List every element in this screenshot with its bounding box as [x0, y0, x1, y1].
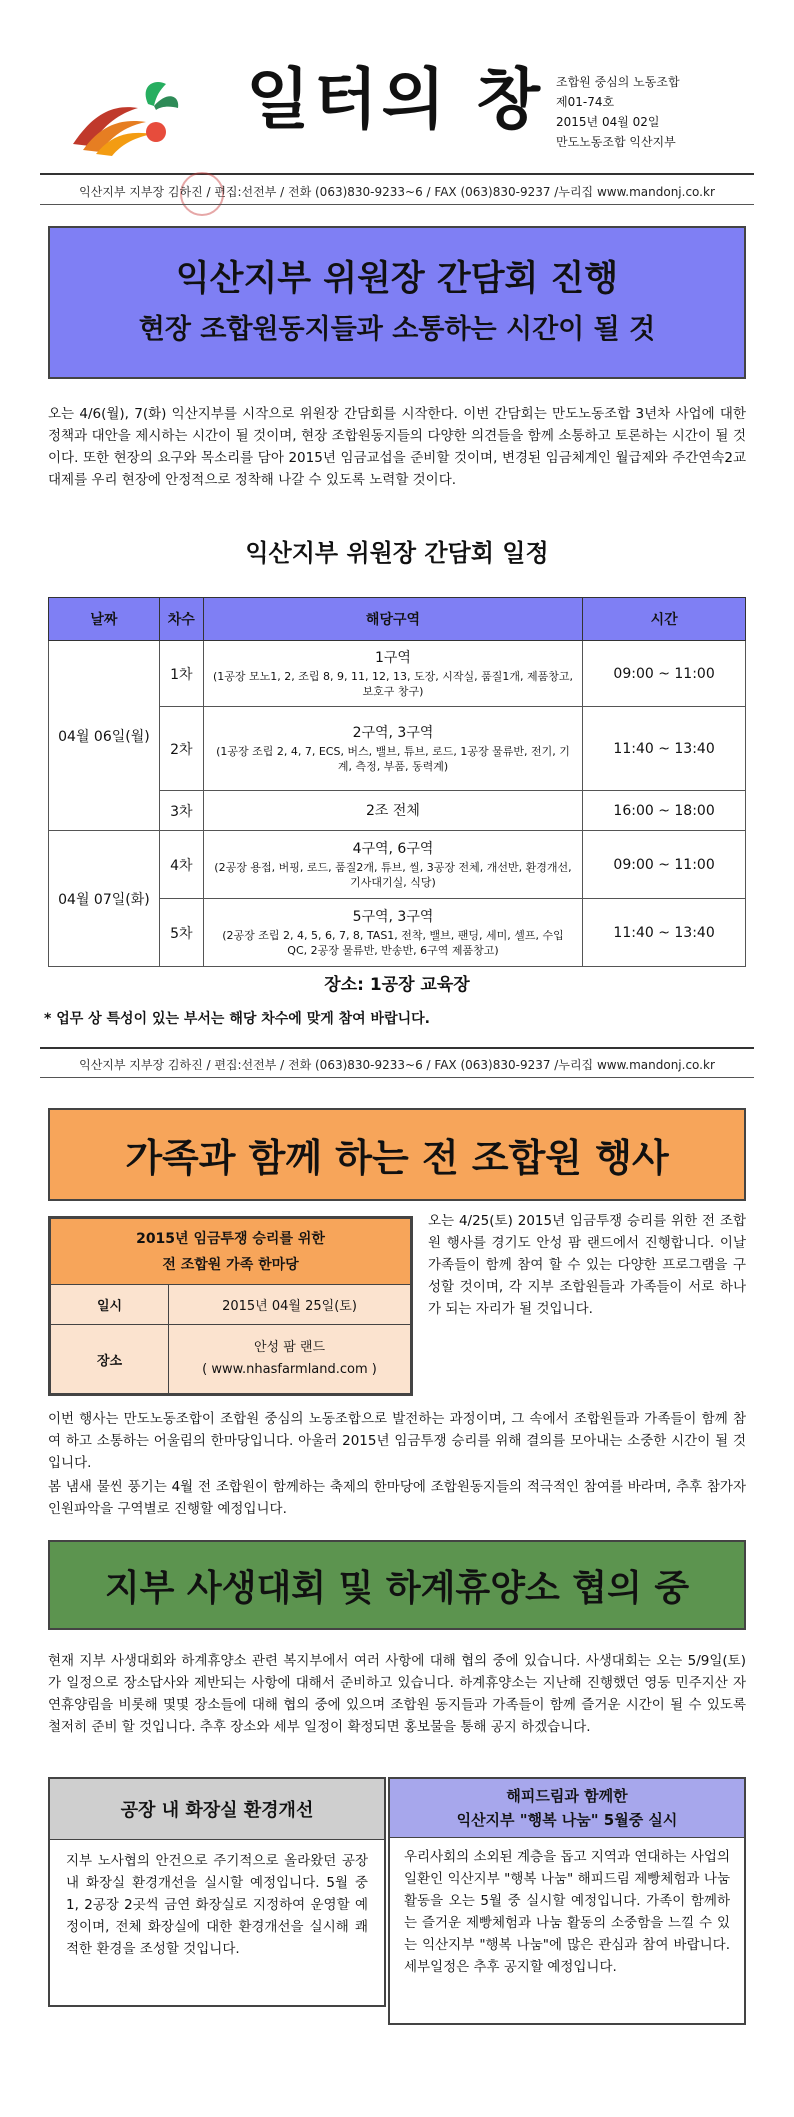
event-date-value: 2015년 04월 25일(토) [169, 1285, 411, 1325]
event-place-url: ( www.nhasfarmland.com ) [202, 1362, 377, 1377]
schedule-place: 장소: 1공장 교육장 [324, 975, 470, 995]
area-cell [203, 791, 582, 831]
event-table [50, 1218, 411, 1394]
area-main: 2조 전체 [366, 802, 420, 819]
area-main: 4구역, 6구역 [352, 840, 434, 857]
schedule-title: 익산지부 위원장 간담회 일정 [245, 539, 549, 567]
happiness-box-title [390, 1779, 744, 1838]
article1-body: 오는 4/6(월), 7(화) 익산지부를 시작으로 위원장 간담회를 시작한다. 이번 간담회는 만도노동조합 3년차 사업에 대한 정책과 대안을 제시하는 시간이 될 것이며, 현장 조합원동지들의 다양한 의견들을 함께 소통하고 토론하는 시간이 될 것이다. 또한 현장의 요구와 목소리를 담아 2015년 임금교섭을 준비할 것이며, 변경된 임금체계인 월급제와 주간연속2교대제를 우리 현장에 안정적으로 정착해 나갈 수 있도록 노력할 것이다. [48, 406, 746, 488]
col-header-date: 날짜 [49, 598, 160, 641]
round-cell: 2차 [159, 707, 203, 791]
time-cell: 09:00 ~ 11:00 [583, 641, 746, 707]
time-cell: 11:40 ~ 13:40 [583, 899, 746, 967]
article2-body-2: 봄 냄새 물씬 풍기는 4월 전 조합원이 함께하는 축제의 한마당에 조합원동지들의 적극적인 참여를 바라며, 추후 참가자 인원파악을 구역별로 진행할 예정입니다. [48, 1479, 746, 1517]
date-cell: 04월 06일(월) [49, 641, 160, 831]
article2-headline: 가족과 함께 하는 전 조합원 행사 [125, 1136, 669, 1180]
article2-banner [48, 1108, 746, 1201]
time-cell: 09:00 ~ 11:00 [583, 831, 746, 899]
event-date-label: 일시 [51, 1285, 169, 1325]
round-cell: 5차 [159, 899, 203, 967]
area-cell [203, 707, 582, 791]
time-cell: 16:00 ~ 18:00 [583, 791, 746, 831]
toilet-box-title: 공장 내 화장실 환경개선 [50, 1779, 384, 1840]
article3-banner [48, 1540, 746, 1630]
section-rule [40, 1047, 754, 1049]
event-place-value [169, 1325, 411, 1394]
area-main: 2구역, 3구역 [352, 724, 434, 741]
area-main: 1구역 [375, 649, 411, 666]
article3-headline: 지부 사생대회 및 하계휴양소 협의 중 [104, 1567, 690, 1609]
article1-banner [48, 226, 746, 379]
meta-date: 2015년 04월 02일 [556, 115, 660, 129]
event-title-line2: 전 조합원 가족 한마당 [162, 1256, 299, 1273]
schedule-note: * 업무 상 특성이 있는 부서는 해당 차수에 맞게 참여 바랍니다. [44, 1011, 430, 1027]
area-cell [203, 831, 582, 899]
meta-slogan: 조합원 중심의 노동조합 [556, 75, 680, 89]
area-detail: (2공장 조립 2, 4, 5, 6, 7, 8, TAS1, 전착, 밸브, 팬딩, 세미, 셀프, 수입QC, 2공장 물류반, 반송반, 6구역 제품창고) [222, 928, 564, 957]
area-detail: (1공장 모노1, 2, 조립 8, 9, 11, 12, 13, 도장, 시작실, 품질1개, 제품창고, 보호구 창구) [213, 669, 573, 698]
toilet-box [48, 1777, 386, 2007]
col-header-time: 시간 [583, 598, 746, 641]
happiness-box-body: 우리사회의 소외된 계층을 돕고 지역과 연대하는 사업의 일환인 익산지부 "행복 나눔" 해피드림 제빵체험과 나눔 활동을 오는 5월 중 실시할 예정입니다. 가족이 함께하는 즐거운 제빵체험과 나눔 활동의 소중함을 느낄 수 있는 익산지부 "행복 나눔"에 많은 관심과 참여 바랍니다. 세부일정은 추후 공지할 예정입니다. [404, 1849, 730, 1975]
area-cell [203, 641, 582, 707]
event-box [48, 1216, 413, 1396]
schedule-table-wrap [48, 597, 746, 967]
happiness-box [388, 1777, 746, 2025]
article2-body-1: 이번 행사는 만도노동조합이 조합원 중심의 노동조합으로 발전하는 과정이며, 그 속에서 조합원들과 가족들이 함께 참여 하고 소통하는 어울림의 한마당입니다. 아울러 2015년 임금투쟁 승리를 위해 결의를 모아내는 소중한 시간이 될 것입니다. [48, 1411, 746, 1471]
article1-subheadline: 현장 조합원동지들과 소통하는 시간이 될 것 [138, 313, 656, 345]
table-row [49, 831, 746, 899]
area-main: 5구역, 3구역 [352, 908, 434, 925]
table-row [49, 641, 746, 707]
issue-meta [556, 72, 766, 152]
event-title [51, 1219, 411, 1285]
newsletter-title: 일터의 창 [245, 61, 544, 138]
info-rule-2 [40, 1077, 754, 1078]
schedule-table [48, 597, 746, 967]
happiness-title-line2: 익산지부 "행복 나눔" 5월중 실시 [456, 1811, 678, 1829]
round-cell: 1차 [159, 641, 203, 707]
col-header-area: 해당구역 [203, 598, 582, 641]
header-rule [40, 173, 754, 175]
info-line: 익산지부 지부장 김하진 / 편집:선전부 / 전화 (063)830-9233~6 / FAX (063)830-9237 /누리집 www.mandonj.co.kr [79, 185, 715, 199]
article1-headline: 익산지부 위원장 간담회 진행 [175, 258, 619, 299]
meta-publisher: 만도노동조합 익산지부 [556, 135, 676, 149]
toilet-box-body: 지부 노사협의 안건으로 주기적으로 올라왔던 공장 내 화장실 환경개선을 실시할 예정입니다. 5월 중 1, 2공장 2곳씩 금연 화장실로 지정하여 운영할 예정이며, 전체 화장실에 대한 환경개선을 실시해 쾌적한 환경을 조성할 것입니다. [66, 1853, 368, 1957]
area-detail: (2공장 용접, 버핑, 로드, 품질2개, 튜브, 씰, 3공장 전체, 개선반, 환경개선, 기사대기실, 식당) [214, 860, 572, 889]
area-detail: (1공장 조립 2, 4, 7, ECS, 버스, 밸브, 튜브, 로드, 1공장 물류반, 전기, 기계, 측정, 부품, 동력계) [216, 744, 570, 773]
article2-side-body: 오는 4/25(토) 2015년 임금투쟁 승리를 위한 전 조합원 행사를 경기도 안성 팜 랜드에서 진행합니다. 이날 가족들이 함께 참여 할 수 있는 다양한 프로그램을 구성할 것이며, 각 지부 조합원들과 가족들이 서로 하나가 되는 자리가 될 것입니다. [428, 1213, 746, 1317]
info-line-2: 익산지부 지부장 김하진 / 편집:선전부 / 전화 (063)830-9233~6 / FAX (063)830-9237 /누리집 www.mandonj.co.kr [79, 1058, 715, 1072]
event-place-name: 안성 팜 랜드 [253, 1340, 326, 1355]
round-cell: 3차 [159, 791, 203, 831]
event-place-label: 장소 [51, 1325, 169, 1394]
happiness-title-line1: 해피드림과 함께한 [506, 1787, 628, 1805]
area-cell [203, 899, 582, 967]
meta-issue-number: 제01-74호 [556, 95, 615, 109]
time-cell: 11:40 ~ 13:40 [583, 707, 746, 791]
info-rule [40, 204, 754, 205]
union-logo-icon [68, 74, 183, 156]
event-title-line1: 2015년 임금투쟁 승리를 위한 [136, 1230, 325, 1247]
col-header-round: 차수 [159, 598, 203, 641]
round-cell: 4차 [159, 831, 203, 899]
article3-body: 현재 지부 사생대회와 하계휴양소 관련 복지부에서 여러 사항에 대해 협의 중에 있습니다. 사생대회는 오는 5/9일(토) 가 일정으로 장소답사와 제반되는 사항에 대해서 준비하고 있습니다. 하계휴양소는 지난해 진행했던 영동 민주지산 자연휴양림을 비롯해 몇몇 장소들에 대해 협의 중에 있으며 조합원 동지들과 가족들이 함께 즐거운 시간이 될 수 있도록 철저히 준비 할 것입니다. 추후 장소와 세부 일정이 확정되면 홍보물을 통해 공지 하겠습니다. [48, 1653, 746, 1735]
date-cell: 04월 07일(화) [49, 831, 160, 967]
